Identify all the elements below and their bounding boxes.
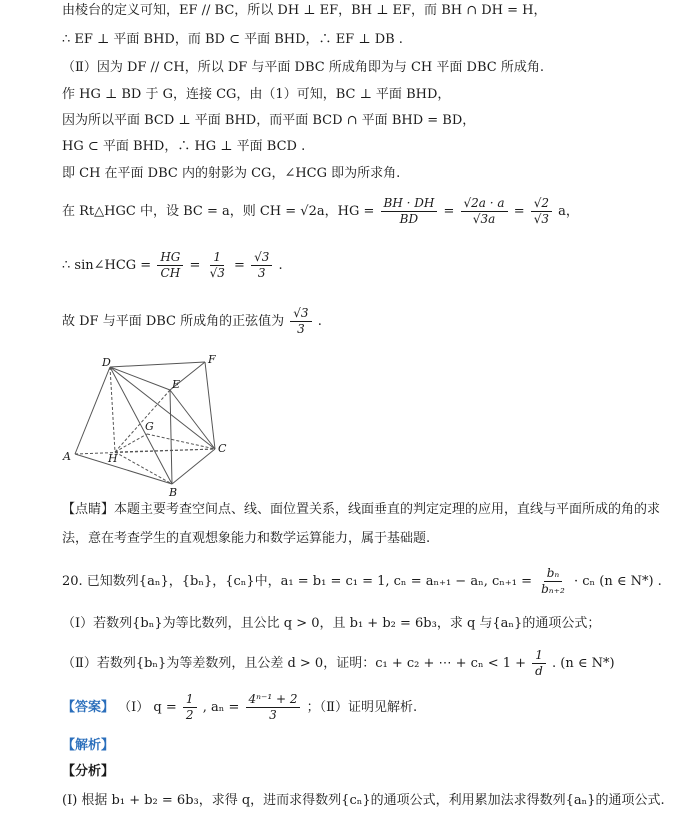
denominator: 2 — [185, 708, 194, 722]
problem-text: . (n ∈ N*) — [552, 656, 615, 671]
equals-sign: = — [443, 204, 455, 219]
denominator: √3 — [533, 212, 550, 226]
proof-line-9 — [62, 250, 283, 281]
equals-sign: = — [234, 258, 245, 273]
fraction — [538, 566, 568, 597]
edge-ab — [75, 454, 172, 484]
edge-bc — [172, 449, 215, 484]
equals-sign: = — [189, 258, 201, 273]
fraction — [183, 692, 197, 723]
label-a: A — [63, 450, 71, 463]
text-segment: ∴ sin∠HCG = — [62, 258, 152, 273]
denominator: bₙ₊₂ — [541, 582, 565, 596]
problem-text: （Ⅱ）若数列{bₙ}为等差数列，且公差 d > 0，证明：c₁ + c₂ + ⋯ + cₙ < 1 + — [62, 656, 527, 671]
numerator: BH · DH — [381, 196, 438, 212]
fraction — [290, 306, 311, 337]
numerator: bₙ — [544, 566, 563, 582]
numerator: 1 — [183, 692, 197, 708]
text-segment: 故 DF 与平面 DBC 所成角的正弦值为 — [62, 314, 285, 329]
edge-df — [110, 362, 205, 367]
proof-line-6: HG ⊂ 平面 BHD，∴ HG ⊥ 平面 BCD . — [62, 139, 306, 154]
fraction — [381, 196, 438, 227]
numerator: 4ⁿ⁻¹ + 2 — [246, 692, 301, 708]
label-c: C — [218, 442, 227, 455]
proof-line-8 — [62, 196, 579, 227]
edge-dc — [110, 367, 215, 449]
numerator: 1 — [532, 648, 546, 664]
numerator: √2a · a — [461, 196, 508, 212]
geometry-figure — [60, 352, 260, 497]
fraction — [246, 692, 301, 723]
denominator: BD — [399, 212, 419, 226]
proof-line-2: ∴ EF ⊥ 平面 BHD，而 BD ⊂ 平面 BHD，∴ EF ⊥ DB . — [62, 32, 403, 47]
answer-text: , aₙ = — [202, 700, 240, 715]
numerator: 1 — [210, 250, 224, 266]
problem-text: 20. 已知数列{aₙ}，{bₙ}，{cₙ}中，a₁ = b₁ = c₁ = 1, cₙ = aₙ₊₁ − aₙ, cₙ₊₁ = — [62, 574, 532, 589]
analysis-text: (Ⅰ) 根据 b₁ + b₂ = 6b₃，求得 q，进而求得数列{cₙ}的通项公式，利用累加法求得数列{aₙ}的通项公式. — [62, 793, 665, 808]
label-e: E — [172, 378, 181, 391]
label-h: H — [108, 452, 118, 465]
problem-text: · cₙ (n ∈ N*) . — [573, 574, 662, 589]
comment-text: 本题主要考查空间点、线、面位置关系，线面垂直的判定定理的应用，直线与平面所成的角的求 — [114, 502, 661, 517]
numerator: HG — [157, 250, 183, 266]
fraction — [207, 250, 228, 281]
fraction — [461, 196, 508, 227]
proof-line-5: 因为所以平面 BCD ⊥ 平面 BHD，而平面 BCD ∩ 平面 BHD = BD， — [62, 113, 476, 128]
denominator: 3 — [297, 322, 305, 336]
fraction — [531, 196, 552, 227]
denominator: d — [535, 664, 543, 678]
edge-fc — [205, 362, 215, 449]
numerator: √3 — [251, 250, 272, 266]
edge-da — [75, 367, 110, 454]
proof-line-7: 即 CH 在平面 DBC 内的射影为 CG，∠HCG 即为所求角. — [62, 166, 401, 181]
numerator: √3 — [290, 306, 311, 322]
comment-tag: 【点睛】 — [62, 502, 115, 517]
answer-text: （Ⅰ） q = — [118, 700, 177, 715]
problem-statement — [62, 566, 662, 597]
problem-part-1: （Ⅰ）若数列{bₙ}为等比数列，且公比 q > 0，且 b₁ + b₂ = 6b₃，求 q 与{aₙ}的通项公式； — [62, 616, 601, 631]
denominator: 3 — [257, 266, 266, 280]
fraction — [251, 250, 272, 281]
fraction — [532, 648, 546, 679]
text-segment: . — [278, 258, 283, 273]
denominator: 3 — [269, 708, 277, 722]
denominator: CH — [160, 266, 181, 280]
label-g: G — [145, 420, 154, 433]
denominator: √3a — [472, 212, 496, 226]
fraction — [157, 250, 183, 281]
text-segment: . — [317, 314, 322, 329]
label-b: B — [169, 486, 178, 497]
proof-line-10 — [62, 306, 322, 337]
label-d: D — [102, 356, 111, 369]
edge-eh — [115, 390, 170, 452]
proof-line-1: 由棱台的定义可知，EF // BC，所以 DH ⊥ EF，BH ⊥ EF，而 BH ∩ DH = H， — [62, 3, 547, 18]
problem-part-2 — [62, 648, 615, 679]
text-segment: 在 Rt△HGC 中，设 BC = a，则 CH = √2a，HG = — [62, 204, 375, 219]
proof-line-3: （Ⅱ）因为 DF // CH，所以 DF 与平面 DBC 所成角即为与 CH 平面 DBC 所成角. — [62, 60, 544, 75]
edge-dh — [110, 367, 115, 452]
analysis-subtag: 【分析】 — [62, 764, 115, 779]
edge-hg — [115, 434, 147, 452]
text-segment: a， — [558, 204, 579, 219]
denominator: √3 — [209, 266, 225, 280]
answer-tag: 【答案】 — [62, 700, 115, 715]
numerator: √2 — [531, 196, 552, 212]
label-f: F — [208, 353, 216, 366]
edge-hc — [115, 449, 215, 452]
answer-text: ；（Ⅱ）证明见解析. — [306, 700, 418, 715]
comment-line-2: 法，意在考查学生的直观想象能力和数学运算能力，属于基础题. — [62, 531, 431, 546]
answer-line — [62, 692, 417, 723]
equals-sign: = — [513, 204, 525, 219]
edge-de — [110, 367, 170, 390]
comment-line-1 — [62, 501, 660, 519]
edge-db — [110, 367, 172, 484]
proof-line-4: 作 HG ⊥ BD 于 G，连接 CG，由（1）可知，BC ⊥ 平面 BHD， — [62, 87, 451, 102]
edge-eb — [170, 390, 172, 484]
analysis-tag: 【解析】 — [62, 738, 115, 753]
